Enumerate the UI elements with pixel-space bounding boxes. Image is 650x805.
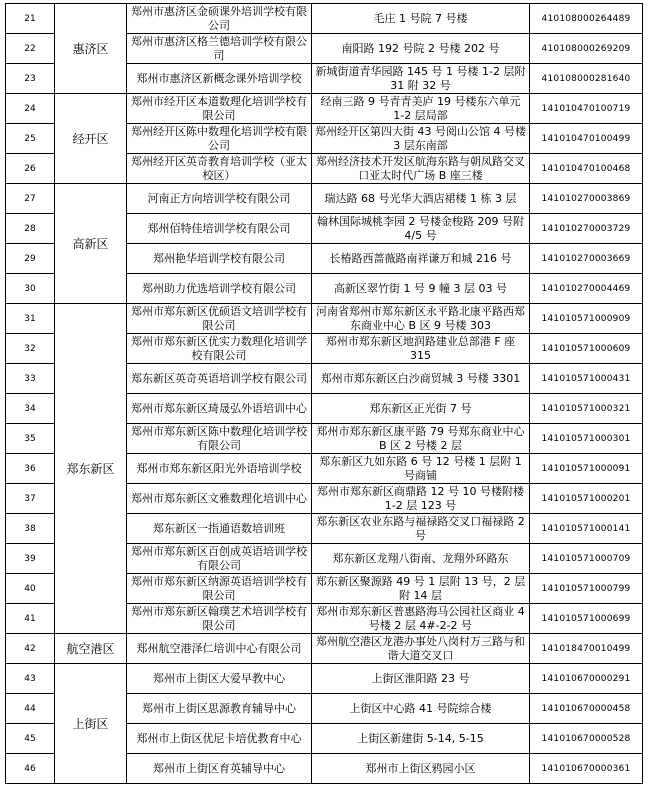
registration-code: 141010670000361 [530,754,643,784]
district-cell: 高新区 [55,184,127,304]
registration-code: 141010571000321 [530,394,643,424]
address-cell: 瑞达路 68 号光华大酒店裙楼 1 栋 3 层 [312,184,530,214]
address-cell: 郑州市郑东新区商鼎路 12 号 10 号楼附楼 1-2 层 123 号 [312,484,530,514]
row-number: 22 [6,34,55,64]
row-number: 28 [6,214,55,244]
address-cell: 高新区翠竹街 1 号 9 幢 3 层 03 号 [312,274,530,304]
institution-name: 郑州经开区陈中数理化培训学校有限公司 [127,124,312,154]
registration-code: 141018470010499 [530,634,643,664]
institution-name: 郑州市郑东新区纳源英语培训学校有限公司 [127,574,312,604]
institution-name: 郑州市郑东新区陈中数理化培训学校有限公司 [127,424,312,454]
registration-code: 141010571000091 [530,454,643,484]
registration-code: 141010571000709 [530,544,643,574]
institution-name: 郑东新区英奇英语培训学校有限公司 [127,364,312,394]
district-cell: 郑东新区 [55,304,127,634]
registration-code: 141010470100719 [530,94,643,124]
registration-code: 141010270004469 [530,274,643,304]
institution-name: 河南正方向培训学校有限公司 [127,184,312,214]
address-cell: 郑州市郑东新区白沙商贸城 3 号楼 3301 [312,364,530,394]
row-number: 45 [6,724,55,754]
row-number: 35 [6,424,55,454]
address-cell: 上街区新建街 5-14, 5-15 [312,724,530,754]
address-cell: 翰林国际城桃李园 2 号楼金梭路 209 号附 4/5 号 [312,214,530,244]
address-cell: 郑州市郑东新区普惠路海马公园社区商业 4 号楼 2 层 4#-2-2 号 [312,604,530,634]
row-number: 39 [6,544,55,574]
registration-code: 410108000281640 [530,64,643,94]
address-cell: 郑州经开区第四大街 43 号阅山公馆 4 号楼 3 层东南部 [312,124,530,154]
district-cell: 惠济区 [55,4,127,94]
row-number: 33 [6,364,55,394]
address-cell: 河南省郑州市郑东新区永平路北康平路西郑东商业中心 B 区 9 号楼 303 [312,304,530,334]
row-number: 26 [6,154,55,184]
address-cell: 郑东新区农业东路与福禄路交叉口福禄路 2 号 [312,514,530,544]
registration-code: 141010470100499 [530,124,643,154]
institution-name: 郑州市郑东新区优硕语文培训学校有限公司 [127,304,312,334]
table-row [6,634,643,664]
address-cell: 郑州市上街区鸦园小区 [312,754,530,784]
row-number: 30 [6,274,55,304]
registration-code: 141010571000431 [530,364,643,394]
registration-code: 410108000269209 [530,34,643,64]
institution-name: 郑州市惠济区新概念课外培训学校 [127,64,312,94]
row-number: 27 [6,184,55,214]
institution-name: 郑州助力优选培训学校有限公司 [127,274,312,304]
address-cell: 郑东新区龙翔八街南、龙翔外环路东 [312,544,530,574]
row-number: 44 [6,694,55,724]
table-row [6,664,643,694]
row-number: 40 [6,574,55,604]
row-number: 23 [6,64,55,94]
row-number: 21 [6,4,55,34]
institution-name: 郑州市经开区本道数理化培训学校有限公司 [127,94,312,124]
row-number: 31 [6,304,55,334]
address-cell: 郑东新区正光街 7 号 [312,394,530,424]
row-number: 41 [6,604,55,634]
institution-name: 郑州市郑东新区百创成英语培训学校有限公司 [127,544,312,574]
address-cell: 经南三路 9 号青青美庐 19 号楼东六单元 1-2 层局部 [312,94,530,124]
registration-code: 141010571000609 [530,334,643,364]
address-cell: 郑州市郑东新区康平路 79 号郑东商业中心 B 区 2 号楼 2 层 [312,424,530,454]
institution-name: 郑州市上街区育英辅导中心 [127,754,312,784]
table-row [6,304,643,334]
institution-name: 郑州市郑东新区阳光外语培训学校 [127,454,312,484]
table-row [6,4,643,34]
registration-code: 141010670000291 [530,664,643,694]
institution-name: 郑州佰特佳培训学校有限公司 [127,214,312,244]
registration-code: 141010670000528 [530,724,643,754]
registration-code: 141010571000201 [530,484,643,514]
registration-code: 141010670000458 [530,694,643,724]
row-number: 36 [6,454,55,484]
address-cell: 上街区淮阳路 23 号 [312,664,530,694]
registration-code: 141010270003729 [530,214,643,244]
table-row [6,184,643,214]
address-cell: 南阳路 192 号院 2 号楼 202 号 [312,34,530,64]
row-number: 25 [6,124,55,154]
registration-code: 141010571000799 [530,574,643,604]
row-number: 46 [6,754,55,784]
address-cell: 长椿路西蔷薇路南祥谦万和城 216 号 [312,244,530,274]
institution-name: 郑州市郑东新区翰璞艺术培训学校有限公司 [127,604,312,634]
registration-code: 410108000264489 [530,4,643,34]
registration-code: 141010571000301 [530,424,643,454]
address-cell: 上街区中心路 41 号院综合楼 [312,694,530,724]
registration-code: 141010470100468 [530,154,643,184]
address-cell: 新城街道青华园路 145 号 1 号楼 1-2 层附 31 附 32 号 [312,64,530,94]
table-row [6,94,643,124]
registration-code: 141010571000141 [530,514,643,544]
institution-name: 郑州市惠济区金硕课外培训学校有限公司 [127,4,312,34]
district-cell: 经开区 [55,94,127,184]
address-cell: 郑州航空港区龙港办事处八岗村万三路与和谐大道交叉口 [312,634,530,664]
row-number: 37 [6,484,55,514]
registry-table [5,3,643,784]
district-cell: 上街区 [55,664,127,784]
registration-code: 141010571000699 [530,604,643,634]
address-cell: 郑东新区聚源路 49 号 1 层附 13 号，2 层附 14 层 [312,574,530,604]
institution-name: 郑州航空港泽仁培训中心有限公司 [127,634,312,664]
registry-table-body [6,4,643,784]
institution-name: 郑州市郑东新区文雅数理化培训中心 [127,484,312,514]
district-cell: 航空港区 [55,634,127,664]
address-cell: 郑州市郑东新区地润路建业总部港 F 座 315 [312,334,530,364]
institution-name: 郑州市上街区优尼卡培优教育中心 [127,724,312,754]
row-number: 24 [6,94,55,124]
address-cell: 毛庄 1 号院 7 号楼 [312,4,530,34]
row-number: 42 [6,634,55,664]
institution-name: 郑州市郑东新区琦晟弘外语培训中心 [127,394,312,424]
registration-code: 141010571000909 [530,304,643,334]
institution-name: 郑东新区一指通语数培训班 [127,514,312,544]
row-number: 32 [6,334,55,364]
row-number: 43 [6,664,55,694]
address-cell: 郑州经济技术开发区航海东路与朝凤路交叉口亚太时代广场 B 座三楼 [312,154,530,184]
institution-name: 郑州市上街区思源教育辅导中心 [127,694,312,724]
row-number: 38 [6,514,55,544]
row-number: 34 [6,394,55,424]
institution-name: 郑州市郑东新区优实力数理化培训学校有限公司 [127,334,312,364]
institution-name: 郑州市惠济区格兰德培训学校有限公司 [127,34,312,64]
address-cell: 郑东新区九如东路 6 号 12 号楼 1 层附 1 号商铺 [312,454,530,484]
institution-name: 郑州艳华培训学校有限公司 [127,244,312,274]
row-number: 29 [6,244,55,274]
institution-name: 郑州经开区英奇教育培训学校（亚太校区） [127,154,312,184]
registration-code: 141010270003669 [530,244,643,274]
registration-code: 141010270003869 [530,184,643,214]
institution-name: 郑州市上街区大爱早教中心 [127,664,312,694]
